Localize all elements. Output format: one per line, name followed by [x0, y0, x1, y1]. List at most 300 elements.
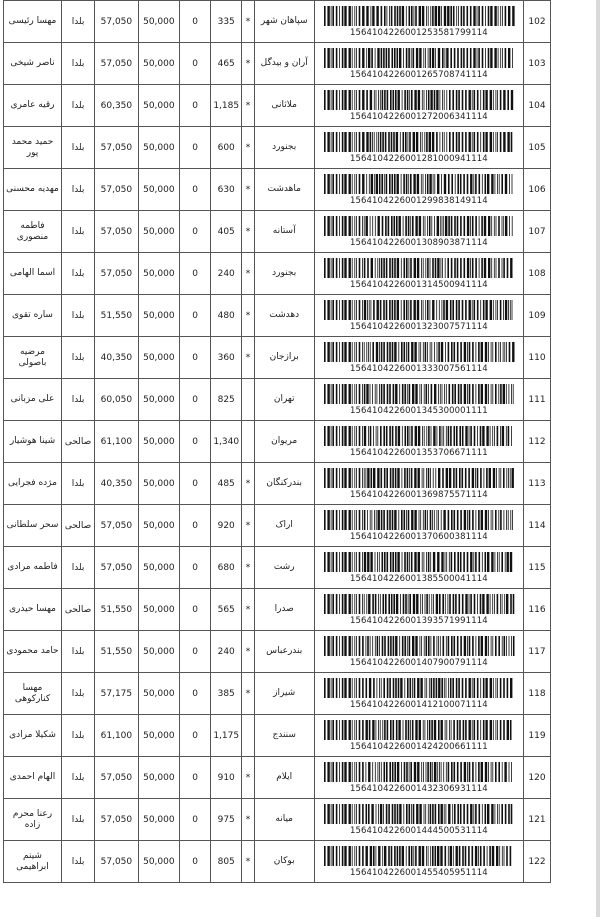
- zero-value-text: 0: [192, 226, 198, 237]
- base-amount: [138, 1, 179, 43]
- destination-city: [254, 841, 314, 883]
- barcode-cell: [314, 253, 523, 295]
- total-amount: [95, 589, 139, 631]
- total-amount: [95, 757, 139, 799]
- row-number-text: 113: [528, 478, 546, 489]
- table-row: [4, 547, 551, 589]
- total-amount-text: 57,050: [100, 562, 133, 573]
- total-amount-text: 40,350: [100, 352, 133, 363]
- shipping-fee: [211, 295, 242, 337]
- table-row: [4, 631, 551, 673]
- star-mark: [242, 421, 254, 463]
- shipping-fee-text: 1,185: [213, 100, 240, 111]
- base-amount-text: 50,000: [143, 520, 175, 531]
- shipping-fee: [211, 463, 242, 505]
- recipient-name-text: الهام احمدی: [9, 772, 56, 782]
- zero-value-text: 0: [192, 856, 198, 867]
- delivery-method-text: بلدا: [71, 478, 85, 489]
- base-amount-text: 50,000: [143, 142, 175, 153]
- recipient-name-text: رقیه عامری: [10, 100, 55, 110]
- destination-city: [254, 253, 314, 295]
- barcode-number: 1564104226001299838149114: [350, 195, 488, 206]
- recipient-name-text: علی مزبانی: [10, 394, 55, 404]
- total-amount-text: 57,050: [100, 226, 133, 237]
- delivery-method: [62, 421, 95, 463]
- recipient-name-text: شینم ابراهیمی: [16, 850, 49, 872]
- star-mark-text: *: [245, 310, 251, 321]
- delivery-method-text: بلدا: [71, 268, 85, 279]
- star-mark: [242, 1, 254, 43]
- row-number-text: 102: [528, 16, 546, 27]
- star-mark: [242, 85, 254, 127]
- zero-value: [180, 85, 211, 127]
- base-amount-text: 50,000: [143, 646, 175, 657]
- table-row: [4, 211, 551, 253]
- star-mark: [242, 631, 254, 673]
- total-amount: [95, 505, 139, 547]
- zero-value: [180, 631, 211, 673]
- delivery-method: [62, 1, 95, 43]
- total-amount-text: 57,050: [100, 58, 133, 69]
- total-amount: [95, 211, 139, 253]
- row-number: [524, 547, 551, 589]
- base-amount-text: 50,000: [143, 394, 175, 405]
- delivery-method-text: صالحی: [64, 436, 92, 447]
- delivery-method: [62, 337, 95, 379]
- recipient-name-text: ساره تقوی: [12, 310, 53, 320]
- star-mark: [242, 589, 254, 631]
- star-mark-text: *: [245, 58, 251, 69]
- total-amount: [95, 295, 139, 337]
- delivery-method: [62, 253, 95, 295]
- zero-value: [180, 169, 211, 211]
- base-amount-text: 50,000: [143, 226, 175, 237]
- base-amount-text: 50,000: [143, 310, 175, 321]
- delivery-method-text: بلدا: [71, 58, 85, 69]
- base-amount: [138, 295, 179, 337]
- row-number-text: 115: [528, 562, 546, 573]
- base-amount: [138, 757, 179, 799]
- star-mark-text: *: [245, 142, 251, 153]
- row-number-text: 112: [528, 436, 546, 447]
- row-number: [524, 43, 551, 85]
- destination-city-text: اراک: [275, 520, 293, 530]
- destination-city: [254, 169, 314, 211]
- total-amount: [95, 421, 139, 463]
- barcode-icon: [323, 510, 515, 530]
- shipping-fee: [211, 841, 242, 883]
- barcode-cell: [314, 43, 523, 85]
- row-number: [524, 253, 551, 295]
- star-mark-text: *: [245, 772, 251, 783]
- destination-city: [254, 379, 314, 421]
- total-amount: [95, 463, 139, 505]
- recipient-name: [4, 421, 62, 463]
- row-number: [524, 715, 551, 757]
- base-amount-text: 50,000: [143, 562, 175, 573]
- row-number: [524, 169, 551, 211]
- delivery-method: [62, 295, 95, 337]
- star-mark: [242, 757, 254, 799]
- barcode-number: 1564104226001369875571114: [350, 489, 488, 500]
- recipient-name: [4, 757, 62, 799]
- barcode-number: 1564104226001272006341114: [350, 111, 488, 122]
- zero-value-text: 0: [192, 16, 198, 27]
- shipping-fee: [211, 169, 242, 211]
- delivery-method-text: بلدا: [71, 646, 85, 657]
- shipping-fee-text: 910: [217, 772, 235, 783]
- delivery-method-text: بلدا: [71, 772, 85, 783]
- recipient-name: [4, 337, 62, 379]
- shipping-fee: [211, 505, 242, 547]
- star-mark: [242, 253, 254, 295]
- total-amount: [95, 337, 139, 379]
- zero-value-text: 0: [192, 478, 198, 489]
- total-amount-text: 60,050: [100, 394, 133, 405]
- total-amount-text: 51,550: [100, 604, 133, 615]
- star-mark-text: *: [245, 562, 251, 573]
- destination-city-text: مریوان: [271, 436, 298, 446]
- total-amount-text: 57,050: [100, 184, 133, 195]
- total-amount: [95, 841, 139, 883]
- shipping-fee: [211, 799, 242, 841]
- delivery-method: [62, 85, 95, 127]
- shipping-fee: [211, 1, 242, 43]
- delivery-method-text: بلدا: [71, 142, 85, 153]
- star-mark: [242, 673, 254, 715]
- shipping-fee: [211, 757, 242, 799]
- star-mark-text: *: [245, 100, 251, 111]
- base-amount-text: 50,000: [143, 268, 175, 279]
- recipient-name-text: رعنا محرم زاده: [12, 808, 53, 830]
- row-number-text: 118: [528, 688, 546, 699]
- table-row: [4, 295, 551, 337]
- recipient-name: [4, 799, 62, 841]
- star-mark-text: *: [245, 520, 251, 531]
- base-amount-text: 50,000: [143, 604, 175, 615]
- row-number-text: 107: [528, 226, 546, 237]
- star-mark: [242, 463, 254, 505]
- base-amount-text: 50,000: [143, 58, 175, 69]
- destination-city-text: تهران: [273, 394, 295, 404]
- zero-value: [180, 715, 211, 757]
- shipping-fee: [211, 43, 242, 85]
- shipping-fee-text: 240: [217, 646, 235, 657]
- shipping-fee-text: 405: [217, 226, 235, 237]
- total-amount: [95, 169, 139, 211]
- zero-value-text: 0: [192, 436, 198, 447]
- barcode-icon: [323, 90, 515, 110]
- recipient-name-text: مهسا رئیسی: [8, 16, 57, 26]
- base-amount: [138, 337, 179, 379]
- barcode-cell: [314, 631, 523, 673]
- recipient-name: [4, 1, 62, 43]
- base-amount-text: 50,000: [143, 814, 175, 825]
- delivery-method: [62, 715, 95, 757]
- zero-value: [180, 841, 211, 883]
- destination-city: [254, 547, 314, 589]
- shipping-fee: [211, 715, 242, 757]
- shipping-fee-text: 565: [217, 604, 235, 615]
- destination-city: [254, 673, 314, 715]
- destination-city: [254, 505, 314, 547]
- barcode-number: 1564104226001314500941114: [350, 279, 488, 290]
- star-mark-text: *: [245, 184, 251, 195]
- recipient-name-text: مهدیه محسنی: [6, 184, 59, 194]
- zero-value: [180, 505, 211, 547]
- total-amount-text: 57,050: [100, 142, 133, 153]
- barcode-cell: [314, 463, 523, 505]
- barcode-cell: [314, 337, 523, 379]
- row-number: [524, 673, 551, 715]
- destination-city-text: صدرا: [274, 604, 294, 614]
- destination-city-text: بندرکنگان: [266, 478, 302, 488]
- delivery-method-text: بلدا: [71, 688, 85, 699]
- barcode-cell: [314, 799, 523, 841]
- star-mark-text: *: [245, 604, 251, 615]
- base-amount-text: 50,000: [143, 436, 175, 447]
- barcode-icon: [323, 846, 515, 866]
- row-number: [524, 211, 551, 253]
- shipping-fee-text: 805: [217, 856, 235, 867]
- table-row: [4, 127, 551, 169]
- zero-value-text: 0: [192, 58, 198, 69]
- row-number-text: 109: [528, 310, 546, 321]
- row-number: [524, 1, 551, 43]
- shipping-fee-text: 240: [217, 268, 235, 279]
- total-amount-text: 51,550: [100, 310, 133, 321]
- recipient-name-text: حامد محمودی: [6, 646, 59, 656]
- zero-value-text: 0: [192, 772, 198, 783]
- zero-value: [180, 547, 211, 589]
- barcode-icon: [323, 384, 515, 404]
- barcode-icon: [323, 174, 515, 194]
- destination-city-text: شیراز: [273, 688, 296, 698]
- barcode-number: 1564104226001407900791114: [350, 657, 488, 668]
- star-mark: [242, 841, 254, 883]
- base-amount-text: 50,000: [143, 772, 175, 783]
- row-number-text: 106: [528, 184, 546, 195]
- base-amount-text: 50,000: [143, 688, 175, 699]
- barcode-number: 1564104226001353706671111: [350, 447, 488, 458]
- table-row: [4, 841, 551, 883]
- total-amount: [95, 85, 139, 127]
- recipient-name: [4, 127, 62, 169]
- recipient-name: [4, 43, 62, 85]
- row-number-text: 117: [528, 646, 546, 657]
- zero-value-text: 0: [192, 100, 198, 111]
- zero-value: [180, 757, 211, 799]
- delivery-method: [62, 673, 95, 715]
- row-number: [524, 127, 551, 169]
- total-amount-text: 57,050: [100, 856, 133, 867]
- star-mark-text: *: [245, 688, 251, 699]
- shipping-fee: [211, 253, 242, 295]
- total-amount-text: 57,175: [100, 688, 133, 699]
- base-amount: [138, 715, 179, 757]
- barcode-icon: [323, 132, 515, 152]
- shipping-fee: [211, 589, 242, 631]
- zero-value-text: 0: [192, 352, 198, 363]
- zero-value: [180, 589, 211, 631]
- recipient-name-text: سحر سلطانی: [6, 520, 59, 530]
- row-number: [524, 841, 551, 883]
- recipient-name-text: حمید محمد پور: [11, 136, 54, 158]
- delivery-method: [62, 799, 95, 841]
- shipping-fee: [211, 337, 242, 379]
- barcode-number: 1564104226001455405951114: [350, 867, 488, 878]
- recipient-name-text: اسما الهامی: [9, 268, 56, 278]
- table-row: [4, 505, 551, 547]
- base-amount: [138, 85, 179, 127]
- recipient-name: [4, 589, 62, 631]
- barcode-cell: [314, 505, 523, 547]
- total-amount-text: 60,350: [100, 100, 133, 111]
- row-number-text: 105: [528, 142, 546, 153]
- barcode-icon: [323, 216, 515, 236]
- shipment-table: [3, 0, 551, 883]
- base-amount-text: 50,000: [143, 730, 175, 741]
- destination-city-text: دهدشت: [269, 310, 300, 320]
- zero-value-text: 0: [192, 562, 198, 573]
- row-number-text: 114: [528, 520, 546, 531]
- recipient-name: [4, 673, 62, 715]
- total-amount: [95, 127, 139, 169]
- recipient-name: [4, 463, 62, 505]
- base-amount: [138, 589, 179, 631]
- shipping-fee-text: 480: [217, 310, 235, 321]
- barcode-number: 1564104226001281000941114: [350, 153, 488, 164]
- destination-city: [254, 85, 314, 127]
- barcode-cell: [314, 757, 523, 799]
- destination-city-text: میانه: [275, 814, 293, 824]
- zero-value-text: 0: [192, 520, 198, 531]
- destination-city-text: بوکان: [273, 856, 295, 866]
- total-amount-text: 61,100: [100, 730, 133, 741]
- delivery-method: [62, 43, 95, 85]
- table-row: [4, 589, 551, 631]
- base-amount: [138, 673, 179, 715]
- star-mark-text: *: [245, 268, 251, 279]
- delivery-method-text: صالحی: [64, 604, 92, 615]
- delivery-method-text: بلدا: [71, 352, 85, 363]
- table-row: [4, 253, 551, 295]
- recipient-name: [4, 379, 62, 421]
- shipping-fee-text: 1,340: [213, 436, 240, 447]
- destination-city: [254, 463, 314, 505]
- destination-city: [254, 715, 314, 757]
- row-number-text: 104: [528, 100, 546, 111]
- star-mark: [242, 715, 254, 757]
- barcode-number: 1564104226001265708741114: [350, 69, 488, 80]
- row-number-text: 119: [528, 730, 546, 741]
- total-amount: [95, 1, 139, 43]
- zero-value: [180, 1, 211, 43]
- base-amount: [138, 505, 179, 547]
- delivery-method-text: بلدا: [71, 856, 85, 867]
- barcode-cell: [314, 1, 523, 43]
- table-row: [4, 379, 551, 421]
- delivery-method-text: بلدا: [71, 184, 85, 195]
- destination-city-text: آران و بیدگل: [260, 58, 308, 68]
- delivery-method-text: بلدا: [71, 310, 85, 321]
- star-mark-text: *: [245, 814, 251, 825]
- page-edge: [596, 0, 600, 917]
- recipient-name: [4, 547, 62, 589]
- delivery-method: [62, 631, 95, 673]
- row-number: [524, 757, 551, 799]
- delivery-method-text: بلدا: [71, 730, 85, 741]
- row-number: [524, 589, 551, 631]
- delivery-method-text: صالحی: [64, 520, 92, 531]
- destination-city: [254, 799, 314, 841]
- destination-city-text: بجنورد: [272, 142, 297, 152]
- zero-value: [180, 463, 211, 505]
- barcode-number: 1564104226001424200661111: [350, 741, 488, 752]
- row-number: [524, 85, 551, 127]
- base-amount-text: 50,000: [143, 478, 175, 489]
- barcode-number: 1564104226001444500531114: [350, 825, 488, 836]
- recipient-name-text: ناصر شیخی: [10, 58, 55, 68]
- total-amount: [95, 547, 139, 589]
- barcode-cell: [314, 715, 523, 757]
- row-number: [524, 379, 551, 421]
- barcode-cell: [314, 379, 523, 421]
- row-number-text: 120: [528, 772, 546, 783]
- destination-city: [254, 757, 314, 799]
- base-amount: [138, 211, 179, 253]
- row-number: [524, 505, 551, 547]
- total-amount-text: 61,100: [100, 436, 133, 447]
- barcode-icon: [323, 342, 515, 362]
- total-amount: [95, 715, 139, 757]
- shipping-fee: [211, 211, 242, 253]
- base-amount: [138, 463, 179, 505]
- row-number-text: 103: [528, 58, 546, 69]
- shipping-fee-text: 1,175: [213, 730, 240, 741]
- destination-city: [254, 631, 314, 673]
- barcode-number: 1564104226001345300001111: [350, 405, 488, 416]
- base-amount: [138, 841, 179, 883]
- recipient-name: [4, 505, 62, 547]
- zero-value-text: 0: [192, 814, 198, 825]
- row-number-text: 108: [528, 268, 546, 279]
- zero-value: [180, 211, 211, 253]
- zero-value: [180, 799, 211, 841]
- base-amount-text: 50,000: [143, 856, 175, 867]
- barcode-cell: [314, 169, 523, 211]
- shipping-fee: [211, 631, 242, 673]
- row-number: [524, 295, 551, 337]
- zero-value: [180, 295, 211, 337]
- shipping-fee-text: 465: [217, 58, 235, 69]
- base-amount-text: 50,000: [143, 352, 175, 363]
- destination-city: [254, 43, 314, 85]
- destination-city: [254, 127, 314, 169]
- total-amount: [95, 799, 139, 841]
- table-row: [4, 421, 551, 463]
- row-number-text: 116: [528, 604, 546, 615]
- destination-city-text: ایلام: [276, 772, 293, 782]
- barcode-icon: [323, 48, 515, 68]
- destination-city-text: سپاهان شهر: [260, 16, 308, 26]
- destination-city-text: بجنورد: [272, 268, 297, 278]
- zero-value-text: 0: [192, 184, 198, 195]
- total-amount-text: 57,050: [100, 520, 133, 531]
- star-mark-text: *: [245, 352, 251, 363]
- total-amount-text: 40,350: [100, 478, 133, 489]
- recipient-name-text: فاطمه مرادی: [7, 562, 58, 572]
